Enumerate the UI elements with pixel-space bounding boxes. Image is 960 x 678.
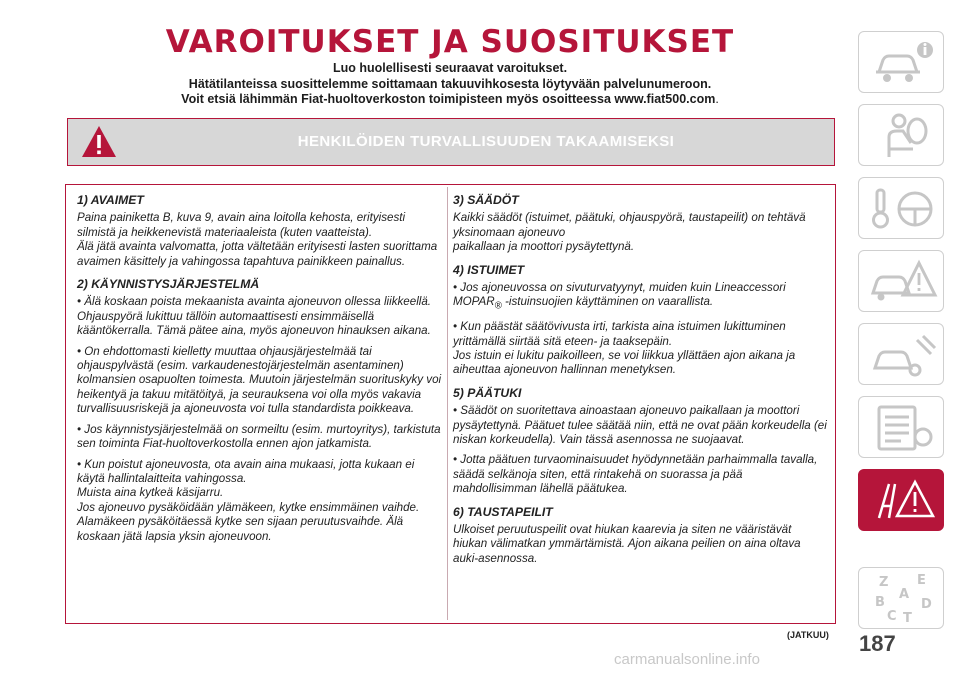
intro-line-3-end: .	[715, 92, 719, 106]
text-part: -istuinsuojien käyttäminen on vaarallista.	[501, 295, 714, 309]
bullet-paragraph: • Jos käynnistysjärjestelmää on sormeiltu (esim. murtoyritys), tarkistuta sen toiminta Fiat-huoltoverkostolla ennen ajon jatkamista.	[77, 422, 441, 451]
watermark: carmanualsonline.info	[614, 651, 760, 668]
section-headrest	[453, 386, 828, 497]
section-mirrors	[453, 505, 828, 567]
fiat-website-link[interactable]: www.fiat500.com	[614, 92, 716, 106]
right-column	[453, 193, 828, 574]
section-keys	[77, 193, 442, 269]
section-adjustments	[453, 193, 828, 255]
warning-triangle-icon	[80, 124, 118, 165]
tab-warnings[interactable]	[858, 469, 944, 531]
section-banner	[67, 118, 835, 166]
svg-text:D: D	[921, 597, 932, 612]
tab-maintenance[interactable]	[858, 396, 944, 458]
section-seats	[453, 263, 828, 378]
bullet-paragraph: • Kun päästät säätövivusta irti, tarkista aina istuimen lukittuminen yrittämällä siirtää sitä eteen- ja taaksepäin.	[453, 320, 786, 348]
svg-text:E: E	[917, 573, 926, 588]
intro-line-3-text: Voit etsiä lähimmän Fiat-huoltoverkoston toimipisteen myös osoitteessa	[181, 92, 615, 106]
svg-text:Z: Z	[879, 575, 889, 590]
paragraph: Ulkoiset peruutuspeilit ovat hiukan kaarevia ja siten ne vääristävät hiukan välimatkan ymmärtämistä. Ajon aikana peilien on aina oltava auki-asennossa.	[453, 523, 801, 565]
bullet-paragraph: • On ehdottomasti kielletty muuttaa ohjausjärjestelmää tai ohjauspylvästä (esim. varkaudenestojärjestelmän asentaminen) kolmansien osapuolten toimesta. Muutoin järjestelmän suorituskyky voi heikentyä ja takuu mitätöityä, ja seurauksena voi olla myös vakavia turvallisuusriskejä ja ajoneuvosta voi tulla standardista poikkeava.	[77, 344, 442, 416]
section-title: 4) ISTUIMET	[453, 262, 525, 277]
tab-warning-lights[interactable]	[858, 250, 944, 312]
banner-title: HENKILÖIDEN TURVALLISUUDEN TAKAAMISEKSI	[297, 133, 675, 150]
svg-text:T: T	[903, 611, 912, 626]
text-part: • Jos ajoneuvossa on sivuturvatyynyt, muiden kuin Lineaccessori MOPAR	[453, 281, 786, 309]
tab-starting-driving[interactable]	[858, 177, 944, 239]
column-divider	[447, 187, 448, 620]
svg-text:B: B	[875, 595, 885, 610]
section-title: 5) PÄÄTUKI	[453, 385, 522, 400]
paragraph: Paina painiketta B, kuva 9, avain aina loitolla kehosta, erityisesti silmistä ja heikkenevistä materiaaleista (kuten vaatteista).	[77, 211, 406, 239]
intro-line-1: Luo huolellisesti seuraavat varoitukset.	[332, 61, 568, 75]
tab-car-info[interactable]	[858, 31, 944, 93]
tab-emergency[interactable]	[858, 323, 944, 385]
paragraph: paikallaan ja moottori pysäytettynä.	[453, 240, 635, 254]
intro-line-3	[60, 92, 840, 108]
svg-text:A: A	[899, 587, 910, 602]
section-title: 3) SÄÄDÖT	[453, 193, 519, 207]
continued-label: (JATKUU)	[787, 630, 829, 640]
registered-mark: ®	[494, 300, 502, 312]
bullet-paragraph: • Säädöt on suoritettava ainoastaan ajoneuvo paikallaan ja moottori pysäytettynä. Päätuet tulee säätää niin, että ne ovat pään korkeudella (ei niskan korkeudella). Vain tässä asennossa ne suojaavat.	[453, 404, 827, 446]
page-title: VAROITUKSET JA SUOSITUKSET	[165, 24, 735, 60]
section-title: 2) KÄYNNISTYSJÄRJESTELMÄ	[77, 277, 260, 292]
paragraph: Älä jätä avainta valvomatta, jotta vältetään erityisesti lasten suorittama avaimen käsittely ja vahingossa tapahtuva painikkeen painallus.	[77, 240, 438, 268]
bullet-paragraph: • Jotta päätuen turvaominaisuudet hyödynnetään parhaimmalla tavalla, säädä selkänoja siten, että rintakehä on suorassa ja pää mahdollisimman lähellä päätukea.	[453, 453, 818, 496]
section-ignition	[77, 277, 442, 544]
paragraph: Jos ajoneuvo pysäköidään ylämäkeen, kytke ensimmäinen vaihde. Alamäkeen pysäköitäessä kytke sen sijaan peruutusvaihde. Älä koskaan jätä lapsia yksin ajoneuvoon.	[77, 500, 420, 543]
intro-line-2: Hätätilanteissa suosittelemme soittamaan takuuvihkosesta löytyvään palvelunumeroon.	[188, 76, 712, 91]
tab-index[interactable]	[858, 567, 944, 629]
bullet-paragraph: • Älä koskaan poista mekaanista avainta ajoneuvon ollessa liikkeellä. Ohjauspyörä lukittuu tällöin automaattisesti ensimmäisellä kääntökerralla. Tämä pätee aina, myös ajoneuvon hinauksen aikana.	[77, 295, 432, 338]
tab-safety[interactable]	[858, 104, 944, 166]
paragraph: Muista aina kytkeä käsijarru.	[77, 486, 224, 500]
section-title: 6) TAUSTAPEILIT	[453, 504, 553, 519]
bullet-paragraph	[453, 281, 828, 314]
svg-text:C: C	[887, 609, 897, 624]
bullet-paragraph: • Kun poistut ajoneuvosta, ota avain aina mukaasi, jotta kukaan ei käytä hallintalaitteita vahingossa.	[77, 457, 415, 485]
paragraph: Jos istuin ei lukitu paikoilleen, se voi liikkua yllättäen ajon aikana ja aiheuttaa ajoneuvon hallinnan menetyksen.	[453, 348, 796, 377]
paragraph: Kaikki säädöt (istuimet, päätuki, ohjauspyörä, taustapeilit) on tehtävä yksinomaan ajoneuvo	[453, 211, 806, 239]
left-column	[77, 193, 442, 552]
section-title: 1) AVAIMET	[77, 193, 144, 207]
intro-text	[60, 61, 840, 108]
page-number: 187	[859, 631, 896, 656]
